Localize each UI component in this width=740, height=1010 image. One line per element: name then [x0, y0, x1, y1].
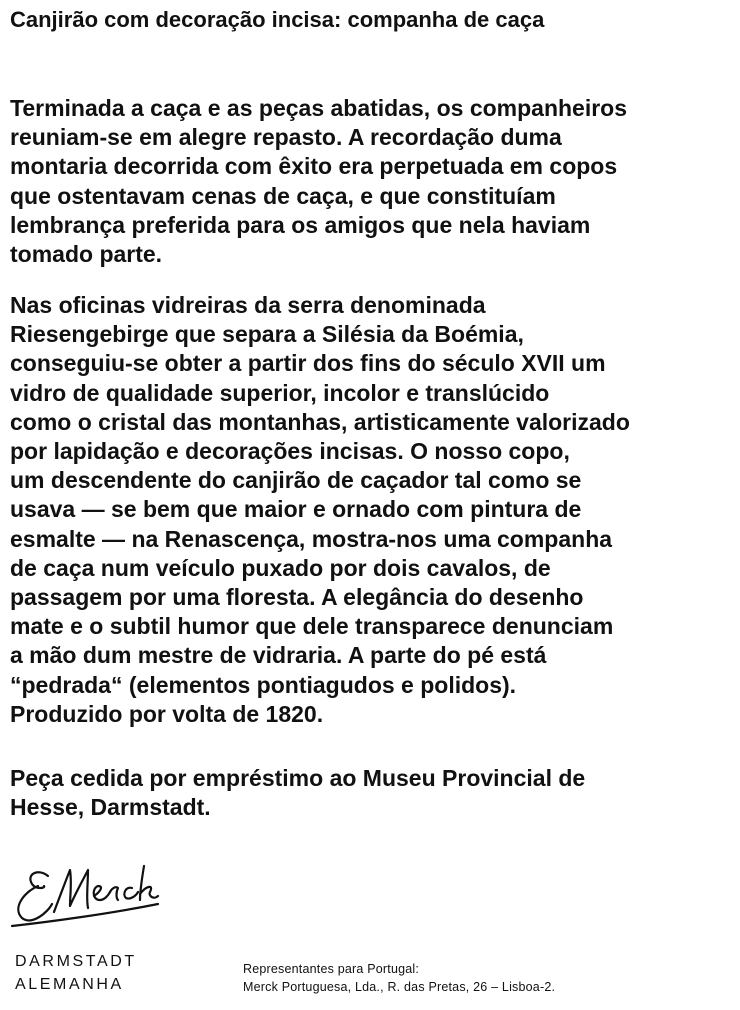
- paragraph-loan-credit: [10, 764, 736, 822]
- text-line: usava — se bem que maior e ornado com pintura de: [10, 496, 582, 523]
- company-city: DARMSTADT: [15, 953, 137, 970]
- representatives-label: Representantes para Portugal:: [243, 962, 420, 976]
- paragraph-history: [10, 291, 736, 729]
- text-line: a mão dum mestre de vidraria. A parte do pé está: [10, 642, 547, 669]
- text-line: reuniam-se em alegre repasto. A recordação duma: [10, 124, 562, 151]
- text-line: Hesse, Darmstadt.: [10, 794, 211, 821]
- text-line: Peça cedida por empréstimo ao Museu Provincial de: [10, 765, 586, 791]
- text-line: que ostentavam cenas de caça, e que constituíam: [10, 182, 556, 209]
- text-line: Produzido por volta de 1820.: [10, 700, 324, 727]
- text-line: mate e o subtil humor que dele transparece denunciam: [10, 613, 614, 640]
- text-line: como o cristal das montanhas, artisticamente valorizado: [10, 408, 630, 435]
- text-line: vidro de qualidade superior, incolor e translúcido: [10, 379, 550, 406]
- text-line: lembrança preferida para os amigos que nela haviam: [10, 211, 591, 238]
- company-location: [15, 950, 137, 996]
- merck-signature: [8, 856, 168, 942]
- text-line: um descendente do canjirão de caçador tal como se: [10, 467, 582, 494]
- paragraph-intro: [10, 94, 736, 269]
- text-line: Riesengebirge que separa a Silésia da Boémia,: [10, 321, 524, 348]
- text-line: esmalte — na Renascença, mostra-nos uma companha: [10, 525, 613, 552]
- text-line: tomado parte.: [10, 241, 163, 268]
- representatives-note: [243, 960, 555, 996]
- representatives-address: Merck Portuguesa, Lda., R. das Pretas, 26 – Lisboa-2.: [243, 980, 556, 994]
- text-line: passagem por uma floresta. A elegância do desenho: [10, 584, 584, 611]
- page-title: Canjirão com decoração incisa: companha de caça: [10, 7, 545, 32]
- text-line: Nas oficinas vidreiras da serra denominada: [10, 292, 486, 318]
- text-line: “pedrada“ (elementos pontiagudos e polidos).: [10, 671, 517, 698]
- company-country: ALEMANHA: [15, 976, 124, 993]
- text-line: de caça num veículo puxado por dois cavalos, de: [10, 554, 551, 581]
- text-line: Terminada a caça e as peças abatidas, os companheiros: [10, 95, 628, 121]
- text-line: por lapidação e decorações incisas. O nosso copo,: [10, 438, 570, 465]
- text-line: montaria decorrida com êxito era perpetuada em copos: [10, 153, 618, 180]
- text-line: conseguiu-se obter a partir dos fins do século XVII um: [10, 350, 606, 377]
